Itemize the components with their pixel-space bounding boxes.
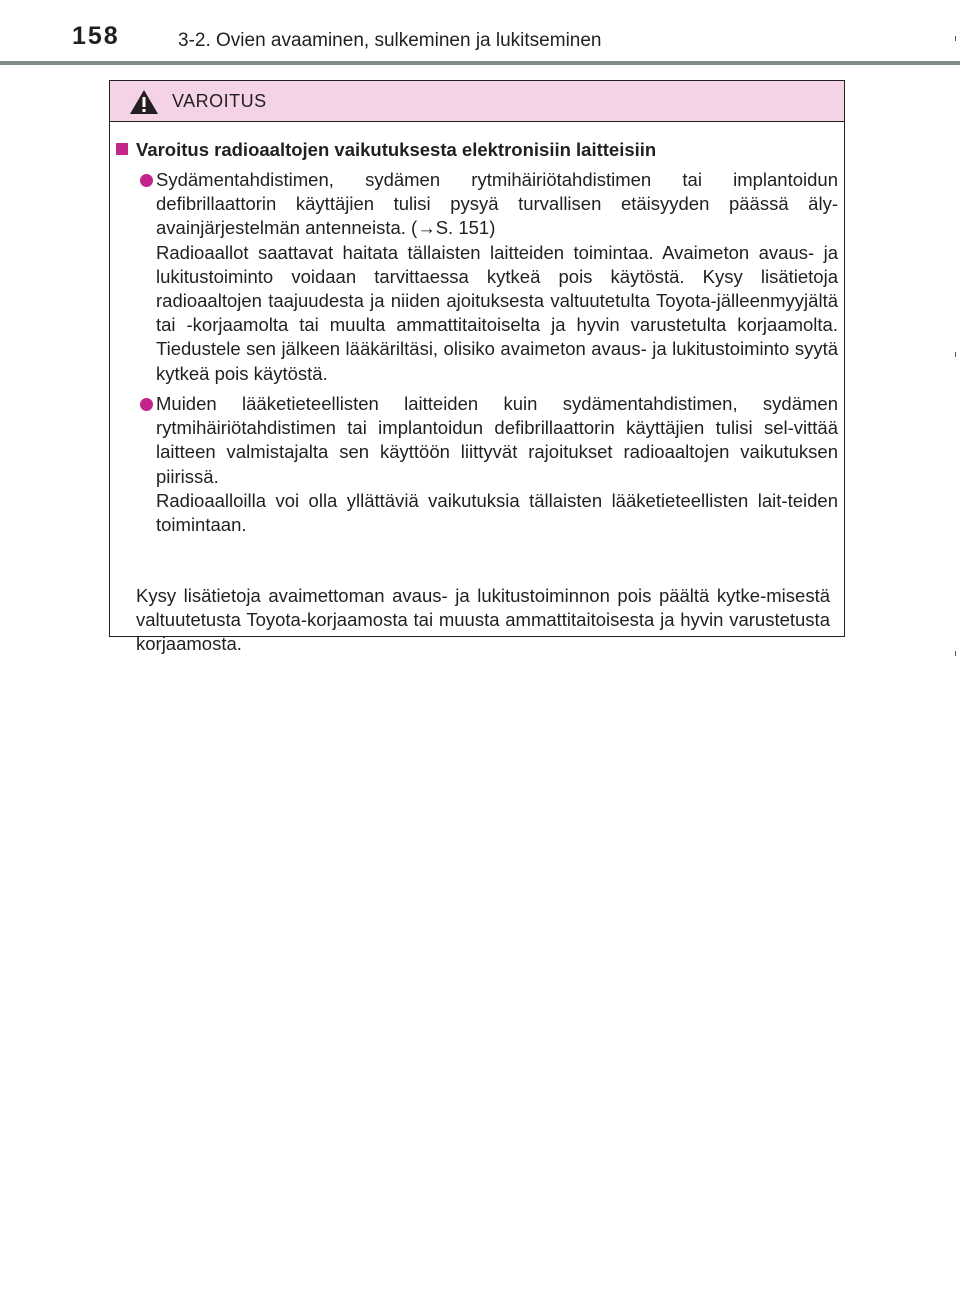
crop-mark [955, 651, 956, 656]
header-rule [0, 61, 960, 65]
warning-triangle-icon [129, 89, 159, 115]
closing-paragraph: Kysy lisätietoja avaimettoman avaus- ja lukitustoiminnon pois päältä kytke-misestä valtuutetusta Toyota-korjaamosta tai muusta ammattitaitoisesta ja hyvin varustetusta korjaamosta. [136, 585, 830, 655]
crop-mark [955, 352, 956, 357]
warning-subheading [116, 138, 836, 162]
round-bullet-icon [140, 398, 153, 411]
bullet-paragraph: Muiden lääketieteellisten laitteiden kuin sydämentahdistimen, sydämen rytmihäiriötahdistimen tai implantoidun defibrillaattorin käyttäjien tulisi sel-vittää laitteen valmistajalta sen käyttöön liittyvät rajoitukset radioaaltojen vaikutuksen piirissä. [156, 393, 838, 487]
crop-mark [955, 36, 956, 41]
square-bullet-icon [116, 143, 128, 155]
bullet-paragraph: Radioaallot saattavat haitata tällaisten laitteiden toimintaa. Avaimeton avaus- ja lukitustoiminto voidaan tarvittaessa kytkeä pois käytöstä. Kysy lisätietoja radioaaltojen taajuudesta ja niiden ajoituksesta valtuutetulta Toyota-jälleenmyyjältä tai -korjaamolta tai muulta ammattitaitoiselta ja hyvin varustetulta korjaamolta. Tiedustele sen jälkeen lääkäriltäsi, olisiko avaimeton avaus- ja lukitustoiminto syytä kytkeä pois käytöstä. [156, 241, 838, 384]
round-bullet-icon [140, 174, 153, 187]
section-title: 3-2. Ovien avaaminen, sulkeminen ja lukitseminen [178, 30, 602, 51]
warning-label: VAROITUS [172, 91, 267, 111]
warning-box [109, 80, 845, 655]
bullet-paragraph: Radioaalloilla voi olla yllättäviä vaikutuksia tällaisten lääketieteellisten lait-teiden toimintaan. [156, 489, 838, 536]
bullet-text [156, 168, 838, 386]
warning-subheading-text: Varoitus radioaaltojen vaikutuksesta elektronisiin laitteisiin [136, 139, 657, 160]
bullet-text [156, 392, 838, 537]
page-number: 158 [72, 22, 120, 50]
bullet-paragraph: Sydämentahdistimen, sydämen rytmihäiriötahdistimen tai implantoidun defibrillaattorin käyttäjien tulisi pysyä turvallisen etäisyyden päässä äly-avainjärjestelmän antenneista. (→S. 151) [156, 169, 838, 239]
warning-header [110, 81, 844, 122]
